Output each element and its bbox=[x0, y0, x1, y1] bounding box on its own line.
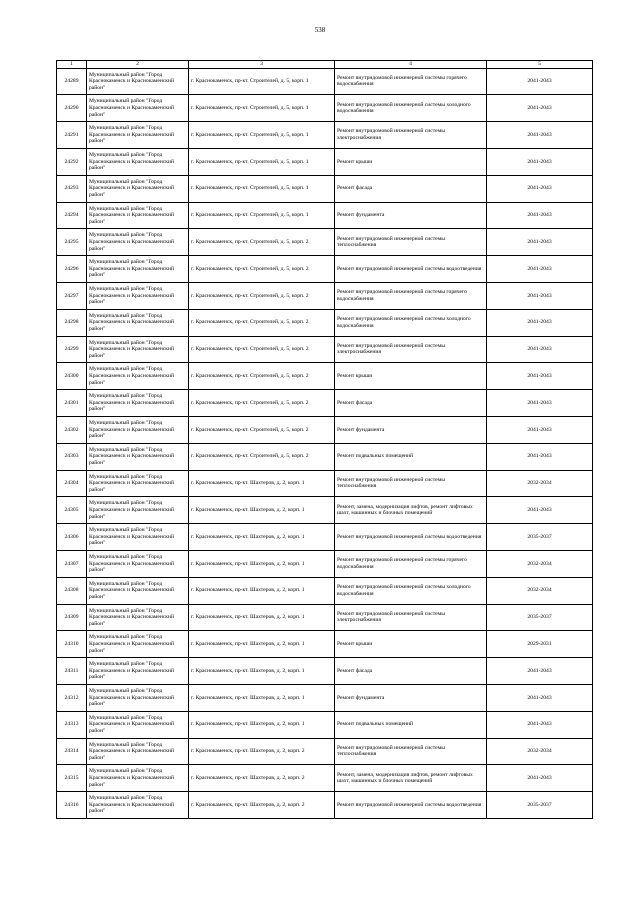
address-cell: г. Краснокаменск, пр-кт. Строителей, д. 5, корп. 1 bbox=[189, 68, 335, 95]
column-header: 2 bbox=[87, 61, 189, 69]
address-cell: г. Краснокаменск, пр-кт. Шахтеров, д. 2, корп. 1 bbox=[189, 497, 335, 524]
municipality-cell: Муниципальный район "Город Краснокаменск и Краснокаменский район" bbox=[87, 604, 189, 631]
work-type-cell: Ремонт внутридомовой инженерной системы электроснабжения bbox=[335, 604, 487, 631]
table-row bbox=[57, 711, 593, 738]
period-cell: 2041-2043 bbox=[487, 229, 593, 256]
work-type-cell: Ремонт внутридомовой инженерной системы теплоснабжения bbox=[335, 229, 487, 256]
municipality-cell: Муниципальный район "Город Краснокаменск и Краснокаменский район" bbox=[87, 256, 189, 283]
table-header-row bbox=[57, 61, 593, 69]
period-cell: 2041-2043 bbox=[487, 684, 593, 711]
period-cell: 2041-2043 bbox=[487, 443, 593, 470]
work-type-cell: Ремонт внутридомовой инженерной системы водоотведения bbox=[335, 792, 487, 819]
work-type-cell: Ремонт крыши bbox=[335, 631, 487, 658]
work-type-cell: Ремонт подвальных помещений bbox=[335, 711, 487, 738]
period-cell: 2041-2043 bbox=[487, 658, 593, 685]
address-cell: г. Краснокаменск, пр-кт. Шахтеров, д. 2, корп. 1 bbox=[189, 711, 335, 738]
municipality-cell: Муниципальный район "Город Краснокаменск и Краснокаменский район" bbox=[87, 336, 189, 363]
address-cell: г. Краснокаменск, пр-кт. Строителей, д. 5, корп. 1 bbox=[189, 148, 335, 175]
table-row bbox=[57, 524, 593, 551]
work-type-cell: Ремонт внутридомовой инженерной системы холодного водоснабжения bbox=[335, 577, 487, 604]
table-row bbox=[57, 631, 593, 658]
work-type-cell: Ремонт подвальных помещений bbox=[335, 443, 487, 470]
municipality-cell: Муниципальный район "Город Краснокаменск и Краснокаменский район" bbox=[87, 122, 189, 149]
table-row bbox=[57, 443, 593, 470]
address-cell: г. Краснокаменск, пр-кт. Строителей, д. 5, корп. 2 bbox=[189, 309, 335, 336]
municipality-cell: Муниципальный район "Город Краснокаменск и Краснокаменский район" bbox=[87, 765, 189, 792]
work-type-cell: Ремонт внутридомовой инженерной системы холодного водоснабжения bbox=[335, 95, 487, 122]
municipality-cell: Муниципальный район "Город Краснокаменск и Краснокаменский район" bbox=[87, 202, 189, 229]
municipality-cell: Муниципальный район "Город Краснокаменск и Краснокаменский район" bbox=[87, 470, 189, 497]
municipality-cell: Муниципальный район "Город Краснокаменск и Краснокаменский район" bbox=[87, 497, 189, 524]
row-number: 24314 bbox=[57, 738, 87, 765]
period-cell: 2032-2034 bbox=[487, 738, 593, 765]
row-number: 24301 bbox=[57, 390, 87, 417]
period-cell: 2032-2034 bbox=[487, 577, 593, 604]
table-row bbox=[57, 336, 593, 363]
row-number: 24311 bbox=[57, 658, 87, 685]
address-cell: г. Краснокаменск, пр-кт. Шахтеров, д. 2, корп. 1 bbox=[189, 550, 335, 577]
row-number: 24300 bbox=[57, 363, 87, 390]
work-type-cell: Ремонт фундамента bbox=[335, 202, 487, 229]
municipality-cell: Муниципальный район "Город Краснокаменск и Краснокаменский район" bbox=[87, 658, 189, 685]
municipality-cell: Муниципальный район "Город Краснокаменск и Краснокаменский район" bbox=[87, 148, 189, 175]
period-cell: 2041-2043 bbox=[487, 282, 593, 309]
address-cell: г. Краснокаменск, пр-кт. Строителей, д. 5, корп. 1 bbox=[189, 122, 335, 149]
table-row bbox=[57, 68, 593, 95]
period-cell: 2041-2043 bbox=[487, 497, 593, 524]
address-cell: г. Краснокаменск, пр-кт. Строителей, д. 5, корп. 2 bbox=[189, 256, 335, 283]
period-cell: 2041-2043 bbox=[487, 390, 593, 417]
table-row bbox=[57, 497, 593, 524]
row-number: 24292 bbox=[57, 148, 87, 175]
work-type-cell: Ремонт внутридомовой инженерной системы горячего водоснабжения bbox=[335, 282, 487, 309]
address-cell: г. Краснокаменск, пр-кт. Строителей, д. 5, корп. 2 bbox=[189, 229, 335, 256]
row-number: 24316 bbox=[57, 792, 87, 819]
table-row bbox=[57, 550, 593, 577]
period-cell: 2041-2043 bbox=[487, 148, 593, 175]
address-cell: г. Краснокаменск, пр-кт. Строителей, д. 5, корп. 1 bbox=[189, 95, 335, 122]
municipality-cell: Муниципальный район "Город Краснокаменск и Краснокаменский район" bbox=[87, 792, 189, 819]
column-header: 5 bbox=[487, 61, 593, 69]
period-cell: 2041-2043 bbox=[487, 95, 593, 122]
work-type-cell: Ремонт внутридомовой инженерной системы холодного водоснабжения bbox=[335, 309, 487, 336]
period-cell: 2032-2034 bbox=[487, 550, 593, 577]
row-number: 24293 bbox=[57, 175, 87, 202]
period-cell: 2041-2043 bbox=[487, 122, 593, 149]
row-number: 24303 bbox=[57, 443, 87, 470]
period-cell: 2041-2043 bbox=[487, 765, 593, 792]
municipality-cell: Муниципальный район "Город Краснокаменск и Краснокаменский район" bbox=[87, 577, 189, 604]
period-cell: 2041-2043 bbox=[487, 202, 593, 229]
municipality-cell: Муниципальный район "Город Краснокаменск и Краснокаменский район" bbox=[87, 738, 189, 765]
work-type-cell: Ремонт внутридомовой инженерной системы горячего водоснабжения bbox=[335, 550, 487, 577]
column-header: 3 bbox=[189, 61, 335, 69]
period-cell: 2041-2043 bbox=[487, 256, 593, 283]
address-cell: г. Краснокаменск, пр-кт. Строителей, д. 5, корп. 2 bbox=[189, 282, 335, 309]
row-number: 24298 bbox=[57, 309, 87, 336]
row-number: 24310 bbox=[57, 631, 87, 658]
municipality-cell: Муниципальный район "Город Краснокаменск и Краснокаменский район" bbox=[87, 524, 189, 551]
table-row bbox=[57, 577, 593, 604]
municipality-cell: Муниципальный район "Город Краснокаменск и Краснокаменский район" bbox=[87, 95, 189, 122]
municipality-cell: Муниципальный район "Город Краснокаменск и Краснокаменский район" bbox=[87, 631, 189, 658]
address-cell: г. Краснокаменск, пр-кт. Шахтеров, д. 2, корп. 1 bbox=[189, 684, 335, 711]
row-number: 24299 bbox=[57, 336, 87, 363]
address-cell: г. Краснокаменск, пр-кт. Строителей, д. 5, корп. 1 bbox=[189, 202, 335, 229]
municipality-cell: Муниципальный район "Город Краснокаменск и Краснокаменский район" bbox=[87, 175, 189, 202]
work-type-cell: Ремонт, замена, модернизация лифтов, ремонт лифтовых шахт, машинных и блочных помещений bbox=[335, 497, 487, 524]
period-cell: 2041-2043 bbox=[487, 416, 593, 443]
work-type-cell: Ремонт внутридомовой инженерной системы теплоснабжения bbox=[335, 470, 487, 497]
work-type-cell: Ремонт внутридомовой инженерной системы водоотведения bbox=[335, 524, 487, 551]
period-cell: 2035-2037 bbox=[487, 524, 593, 551]
row-number: 24305 bbox=[57, 497, 87, 524]
address-cell: г. Краснокаменск, пр-кт. Шахтеров, д. 2, корп. 1 bbox=[189, 604, 335, 631]
table-row bbox=[57, 256, 593, 283]
work-type-cell: Ремонт внутридомовой инженерной системы электроснабжения bbox=[335, 336, 487, 363]
row-number: 24291 bbox=[57, 122, 87, 149]
column-header: 4 bbox=[335, 61, 487, 69]
work-type-cell: Ремонт фасада bbox=[335, 658, 487, 685]
table-row bbox=[57, 229, 593, 256]
period-cell: 2041-2043 bbox=[487, 336, 593, 363]
municipality-cell: Муниципальный район "Город Краснокаменск и Краснокаменский район" bbox=[87, 363, 189, 390]
period-cell: 2041-2043 bbox=[487, 68, 593, 95]
table-row bbox=[57, 765, 593, 792]
municipality-cell: Муниципальный район "Город Краснокаменск и Краснокаменский район" bbox=[87, 229, 189, 256]
work-type-cell: Ремонт фасада bbox=[335, 390, 487, 417]
row-number: 24308 bbox=[57, 577, 87, 604]
table-row bbox=[57, 658, 593, 685]
work-type-cell: Ремонт внутридомовой инженерной системы водоотведения bbox=[335, 256, 487, 283]
work-type-cell: Ремонт фасада bbox=[335, 175, 487, 202]
municipality-cell: Муниципальный район "Город Краснокаменск и Краснокаменский район" bbox=[87, 711, 189, 738]
table-row bbox=[57, 604, 593, 631]
row-number: 24307 bbox=[57, 550, 87, 577]
table-row bbox=[57, 95, 593, 122]
table-row bbox=[57, 175, 593, 202]
table-row bbox=[57, 792, 593, 819]
period-cell: 2041-2043 bbox=[487, 711, 593, 738]
work-type-cell: Ремонт фундамента bbox=[335, 416, 487, 443]
period-cell: 2032-2034 bbox=[487, 470, 593, 497]
row-number: 24297 bbox=[57, 282, 87, 309]
address-cell: г. Краснокаменск, пр-кт. Строителей, д. 5, корп. 2 bbox=[189, 390, 335, 417]
table-row bbox=[57, 122, 593, 149]
table-body bbox=[57, 68, 593, 818]
row-number: 24304 bbox=[57, 470, 87, 497]
address-cell: г. Краснокаменск, пр-кт. Строителей, д. 5, корп. 2 bbox=[189, 336, 335, 363]
table-row bbox=[57, 363, 593, 390]
row-number: 24290 bbox=[57, 95, 87, 122]
municipality-cell: Муниципальный район "Город Краснокаменск и Краснокаменский район" bbox=[87, 550, 189, 577]
table-row bbox=[57, 684, 593, 711]
period-cell: 2041-2043 bbox=[487, 175, 593, 202]
address-cell: г. Краснокаменск, пр-кт. Шахтеров, д. 2, корп. 2 bbox=[189, 765, 335, 792]
period-cell: 2035-2037 bbox=[487, 604, 593, 631]
page-number: 538 bbox=[314, 26, 326, 34]
address-cell: г. Краснокаменск, пр-кт. Строителей, д. 5, корп. 2 bbox=[189, 363, 335, 390]
period-cell: 2035-2037 bbox=[487, 792, 593, 819]
column-header: 1 bbox=[57, 61, 87, 69]
period-cell: 2041-2043 bbox=[487, 309, 593, 336]
table-row bbox=[57, 202, 593, 229]
period-cell: 2029-2031 bbox=[487, 631, 593, 658]
address-cell: г. Краснокаменск, пр-кт. Строителей, д. 5, корп. 2 bbox=[189, 443, 335, 470]
address-cell: г. Краснокаменск, пр-кт. Шахтеров, д. 2, корп. 2 bbox=[189, 792, 335, 819]
municipality-cell: Муниципальный район "Город Краснокаменск и Краснокаменский район" bbox=[87, 390, 189, 417]
municipality-cell: Муниципальный район "Город Краснокаменск и Краснокаменский район" bbox=[87, 443, 189, 470]
work-type-cell: Ремонт внутридомовой инженерной системы электроснабжения bbox=[335, 122, 487, 149]
table-row bbox=[57, 309, 593, 336]
address-cell: г. Краснокаменск, пр-кт. Шахтеров, д. 2, корп. 1 bbox=[189, 631, 335, 658]
repair-schedule-table bbox=[56, 60, 593, 819]
row-number: 24315 bbox=[57, 765, 87, 792]
municipality-cell: Муниципальный район "Город Краснокаменск и Краснокаменский район" bbox=[87, 416, 189, 443]
municipality-cell: Муниципальный район "Город Краснокаменск и Краснокаменский район" bbox=[87, 282, 189, 309]
work-type-cell: Ремонт внутридомовой инженерной системы горячего водоснабжения bbox=[335, 68, 487, 95]
table-row bbox=[57, 416, 593, 443]
table-row bbox=[57, 738, 593, 765]
work-type-cell: Ремонт фундамента bbox=[335, 684, 487, 711]
address-cell: г. Краснокаменск, пр-кт. Шахтеров, д. 2, корп. 1 bbox=[189, 658, 335, 685]
table-row bbox=[57, 148, 593, 175]
row-number: 24289 bbox=[57, 68, 87, 95]
row-number: 24313 bbox=[57, 711, 87, 738]
work-type-cell: Ремонт крыши bbox=[335, 148, 487, 175]
work-type-cell: Ремонт внутридомовой инженерной системы теплоснабжения bbox=[335, 738, 487, 765]
municipality-cell: Муниципальный район "Город Краснокаменск и Краснокаменский район" bbox=[87, 309, 189, 336]
address-cell: г. Краснокаменск, пр-кт. Шахтеров, д. 2, корп. 1 bbox=[189, 470, 335, 497]
row-number: 24306 bbox=[57, 524, 87, 551]
row-number: 24294 bbox=[57, 202, 87, 229]
work-type-cell: Ремонт крыши bbox=[335, 363, 487, 390]
address-cell: г. Краснокаменск, пр-кт. Строителей, д. 5, корп. 2 bbox=[189, 416, 335, 443]
row-number: 24312 bbox=[57, 684, 87, 711]
address-cell: г. Краснокаменск, пр-кт. Шахтеров, д. 2, корп. 2 bbox=[189, 738, 335, 765]
row-number: 24296 bbox=[57, 256, 87, 283]
address-cell: г. Краснокаменск, пр-кт. Строителей, д. 5, корп. 1 bbox=[189, 175, 335, 202]
period-cell: 2041-2043 bbox=[487, 363, 593, 390]
address-cell: г. Краснокаменск, пр-кт. Шахтеров, д. 2, корп. 1 bbox=[189, 577, 335, 604]
row-number: 24302 bbox=[57, 416, 87, 443]
table-row bbox=[57, 282, 593, 309]
municipality-cell: Муниципальный район "Город Краснокаменск и Краснокаменский район" bbox=[87, 684, 189, 711]
table-row bbox=[57, 390, 593, 417]
row-number: 24295 bbox=[57, 229, 87, 256]
row-number: 24309 bbox=[57, 604, 87, 631]
work-type-cell: Ремонт, замена, модернизация лифтов, ремонт лифтовых шахт, машинных и блочных помещений bbox=[335, 765, 487, 792]
table-row bbox=[57, 470, 593, 497]
municipality-cell: Муниципальный район "Город Краснокаменск и Краснокаменский район" bbox=[87, 68, 189, 95]
address-cell: г. Краснокаменск, пр-кт. Шахтеров, д. 2, корп. 1 bbox=[189, 524, 335, 551]
